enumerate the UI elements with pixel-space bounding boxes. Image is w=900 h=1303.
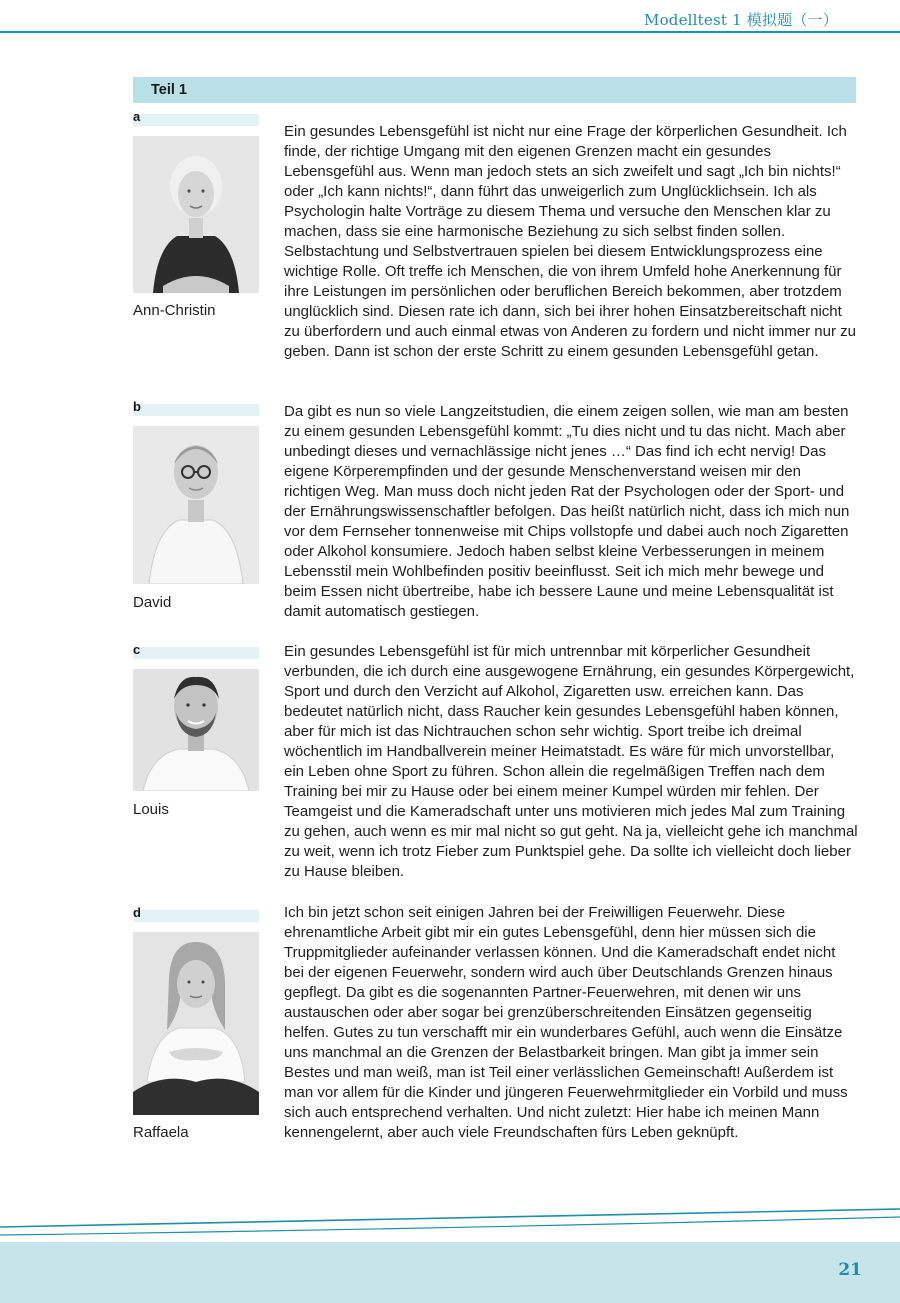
section-header-bar — [133, 77, 856, 103]
entry-letter-bar-a — [133, 109, 259, 126]
entry-text-c: Ein gesundes Lebensgefühl ist für mich untrennbar mit körperlicher Gesundheit verbunden, die ich durch eine ausgewogene Ernährung, ein gesundes Körpergewicht, Sport und durch den Verzicht auf Alkohol, Zigaretten usw. erreichen kann. Das bedeutet natürlich nicht, dass Raucher kein gesundes Lebensgefühl haben können, aber für mich ist das Nichtrauchen schon sehr wichtig. Sport treibe ich dreimal wöchentlich im Handballverein meiner Heimatstadt. Es wäre für mich unvorstellbar, ein Leben ohne Sport zu führen. Schon allein die regelmäßigen Treffen nach dem Training bei mir zu Hause oder bei einem meiner Kumpel würden mir fehlen. Der Teamgeist und die Kameradschaft unter uns motivieren mich jedes Mal zum Training zu gehen, auch wenn es mir mal nicht so gut geht. Na ja, vielleicht gehe ich manchmal zu weit, wenn ich trotz Fieber zum Punktspiel gehe. Da sollte ich vielleicht doch lieber zu Hause bleiben. — [284, 643, 858, 880]
entry-letter: b — [133, 399, 141, 414]
footer-decorative-lines — [0, 1205, 900, 1245]
header-rule — [0, 31, 900, 33]
footer-band — [0, 1242, 900, 1303]
person-name-david: David — [133, 594, 172, 611]
entry-letter-bar-c — [133, 642, 259, 659]
entry-letter-bar-b — [133, 399, 259, 416]
person-name-raffaela: Raffaela — [133, 1124, 189, 1141]
running-header: Modelltest 1 模拟题（一） — [644, 11, 838, 29]
entry-letter: a — [133, 109, 141, 124]
entry-letter-bar-d — [133, 905, 259, 922]
entry-text-d: Ich bin jetzt schon seit einigen Jahren bei der Freiwilligen Feuerwehr. Diese ehrenamtliche Arbeit gibt mir ein gutes Lebensgefühl, denn hier müssen sich die Truppmitglieder aufeinander verlassen können. Und die Kameradschaft endet nicht bei der eigenen Feuerwehr, sondern wird auch über Deutschlands Grenzen hinaus gepflegt. Da gibt es die sogenannten Partner-Feuerwehren, mit denen wir uns austauschen oder aber sogar bei grenzüberschreitenden Einsätzen gegenseitig helfen. Gutes zu tun verschafft mir ein wunderbares Gefühl, auch wenn die Einsätze uns manchmal an die Grenzen der Belastbarkeit bringen. Man gibt ja immer sein Bestes und man weiß, man ist Teil einer verlässlichen Gemeinschaft! Außerdem ist man vor allem für die Kinder und jüngeren Feuerwehrmitglieder ein Vorbild und muss sich auch entsprechend verhalten. Und nicht zuletzt: Hier habe ich meinen Mann kennengelernt, aber auch viele Freundschaften fürs Leben geknüpft. — [284, 904, 848, 1141]
portrait-woman-blonde-icon — [133, 136, 259, 293]
entry-letter: c — [133, 642, 141, 657]
portrait-man-beard-icon — [133, 669, 259, 791]
entry-letter: d — [133, 905, 141, 920]
entry-text-b: Da gibt es nun so viele Langzeitstudien, die einem zeigen sollen, wie man am besten zu einem gesunden Lebensgefühl kommt: „Tu dies nicht und tu das nicht. Mach aber unbedingt dieses und vernachlässige nicht jenes …“ Das find ich echt nervig! Das eigene Körperempfinden und der gesunde Menschenverstand weisen mir den richtigen Weg. Man muss doch nicht jeden Rat der Psychologen oder der Sport- und der Ernährungswissenschaftler befolgen. Das heißt natürlich nicht, dass ich mich nun vor dem Fernseher tonnenweise mit Chips vollstopfe und dabei auch noch Zigaretten oder Alkohol konsumiere. Jedoch haben selbst kleine Verbesserungen in meinem Lebensstil mein Wohlbefinden positiv beeinflusst. Seit ich mich mehr bewege und beim Essen nicht übertreibe, habe ich bessere Laune und meine Lebensqualität ist damit automatisch gestiegen. — [284, 403, 850, 620]
portrait-man-glasses-icon — [133, 426, 259, 584]
page-number: 21 — [838, 1260, 862, 1280]
person-name-ann-christin: Ann-Christin — [133, 302, 216, 319]
entry-text-a: Ein gesundes Lebensgefühl ist nicht nur eine Frage der körperlichen Gesundheit. Ich finde, der richtige Umgang mit den eigenen Grenzen macht ein gesundes Lebensgefühl aus. Wenn man jedoch stets an sich zweifelt und sagt „Ich bin nichts!“ oder „Ich kann nichts!“, dann führt das unweigerlich zum Unglücklichsein. Ich als Psychologin halte Vorträge zu diesem Thema und versuche den Menschen klar zu machen, dass sie eine harmonische Beziehung zu sich selbst finden sollen. Selbstachtung und Selbstvertrauen spielen bei diesem Entwicklungsprozess eine wichtige Rolle. Oft treffe ich Menschen, die von ihrem Umfeld hohe Anerkennung für ihre Leistungen im persönlichen oder beruflichen Bereich bekommen, aber trotzdem unglücklich sind. Diesen rate ich dann, sich bei ihrer hohen Einsatzbereitschaft nicht zu überfordern und auch einmal etwas von Anderen zu fordern und nicht immer nur zu geben. Dann ist schon der erste Schritt zu einem gesunden Lebensgefühl getan. — [284, 123, 856, 360]
person-name-louis: Louis — [133, 801, 169, 818]
section-title: Teil 1 — [151, 82, 187, 98]
portrait-woman-long-hair-icon — [133, 932, 259, 1115]
